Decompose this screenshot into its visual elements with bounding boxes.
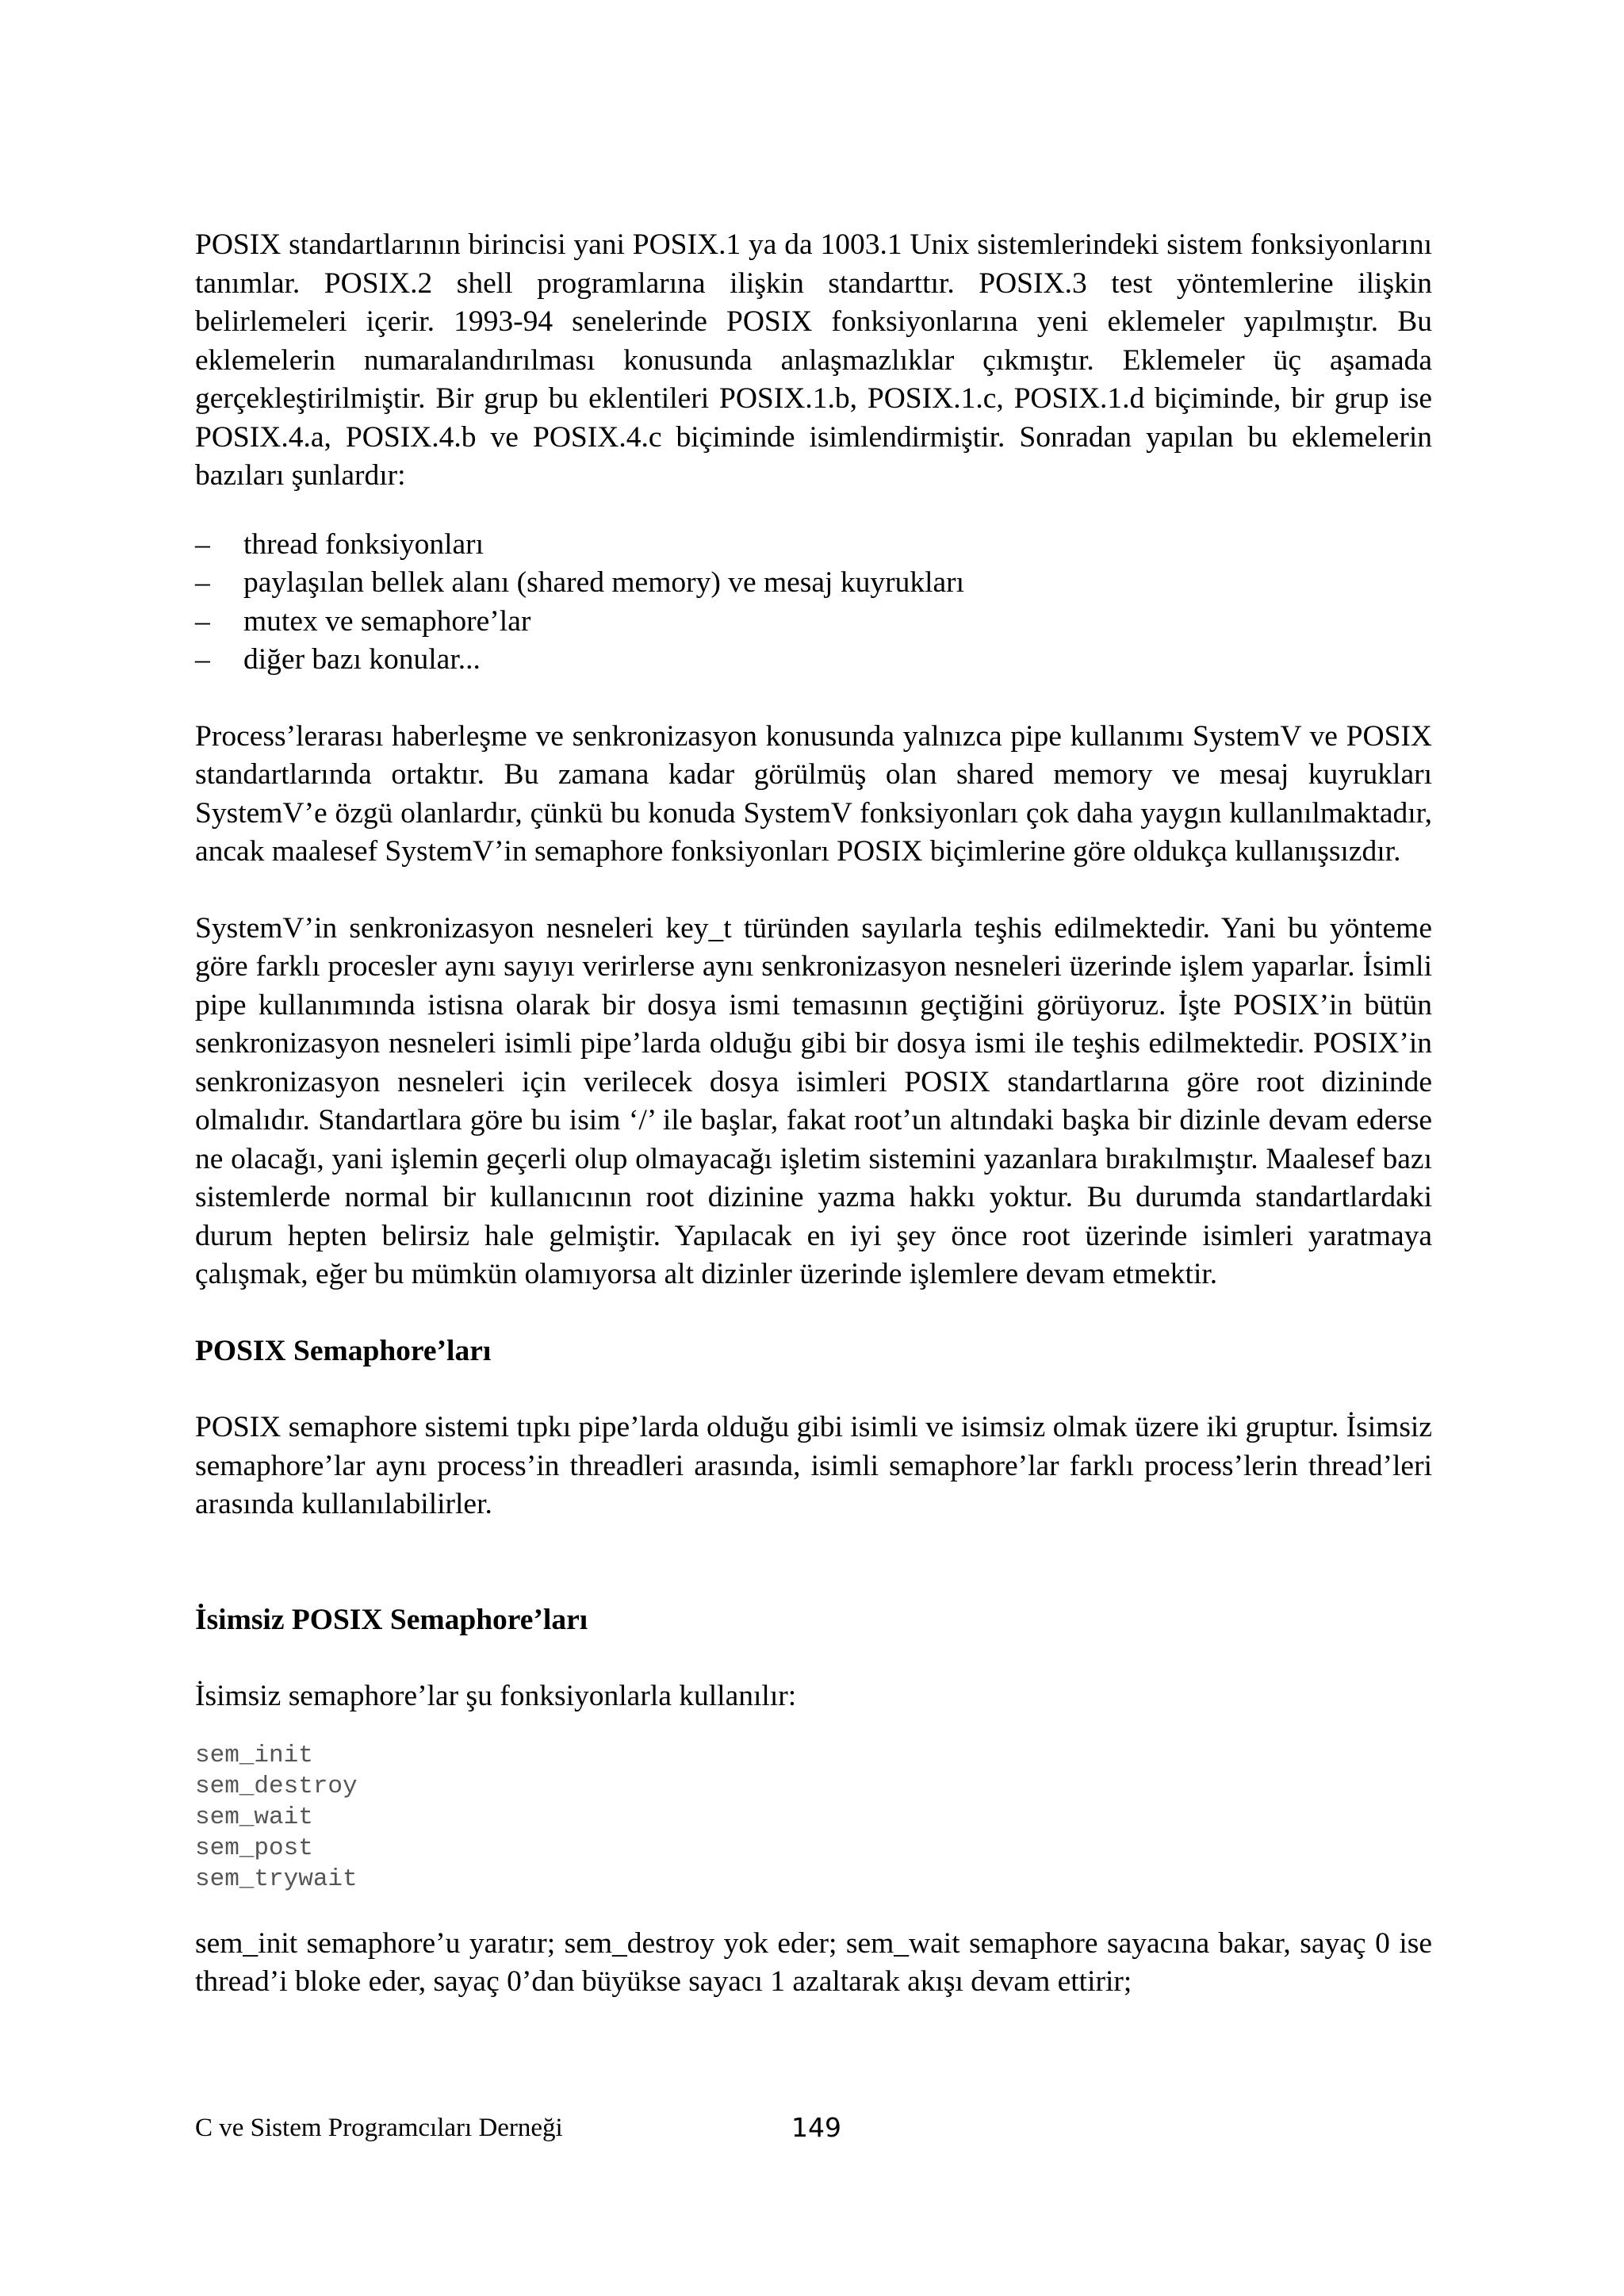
list-item-text: mutex ve semaphore’lar	[243, 604, 531, 638]
list-item	[195, 603, 1432, 642]
code-line: sem_init	[195, 1741, 313, 1769]
code-line: sem_wait	[195, 1803, 313, 1831]
paragraph-posix-intro: POSIX standartlarının birincisi yani POSIX.1 ya da 1003.1 Unix sistemlerindeki sistem fonksiyonlarını tanımlar. POSIX.2 shell programlarına ilişkin standarttır. POSIX.3 test yöntemlerine ilişkin belirlemeleri içerir. 1993-94 senelerinde POSIX fonksiyonlarına yeni eklemeler yapılmıştır. Bu eklemelerin numaralandırılması konusunda anlaşmazlıklar çıkmıştır. Eklemeler üç aşamada gerçekleştirilmiştir. Bir grup bu eklentileri POSIX.1.b, POSIX.1.c, POSIX.1.d biçiminde, bir grup ise POSIX.4.a, POSIX.4.b ve POSIX.4.c biçiminde isimlendirmiştir. Sonradan yapılan bu eklemelerin bazıları şunlardır:	[195, 228, 1432, 492]
code-line: sem_post	[195, 1834, 313, 1862]
list-item-text: diğer bazı konular...	[243, 643, 481, 676]
list-item-text: paylaşılan bellek alanı (shared memory) ve mesaj kuyrukları	[243, 566, 965, 599]
page-number: 149	[791, 2112, 841, 2143]
list-item	[195, 526, 1432, 565]
paragraph-functions-intro: İsimsiz semaphore’lar şu fonksiyonlarla kullanılır:	[195, 1680, 797, 1712]
dash-bullet: –	[195, 566, 210, 599]
list-item	[195, 564, 1432, 603]
code-line: sem_trywait	[195, 1865, 358, 1893]
list-item-text: thread fonksiyonları	[243, 527, 485, 561]
code-block	[195, 1740, 1432, 1895]
dash-bullet: –	[195, 527, 210, 561]
section-heading-unnamed-semaphores: İsimsiz POSIX Semaphore’ları	[195, 1603, 588, 1636]
bullet-list	[195, 526, 1432, 680]
dash-bullet: –	[195, 643, 210, 676]
dash-bullet: –	[195, 604, 210, 638]
document-body	[195, 226, 1432, 2002]
section-heading-posix-semaphores: POSIX Semaphore’ları	[195, 1334, 492, 1367]
paragraph-systemv-sync: SystemV’in senkronizasyon nesneleri key_t türünden sayılarla teşhis edilmektedir. Yani bu yönteme göre farklı procesler aynı sayıyı verirlerse aynı senkronizasyon nesneleri üzerinde işlem yaparlar. İsimli pipe kullanımında istisna olarak bir dosya ismi temasının geçtiğini görüyoruz. İşte POSIX’in bütün senkronizasyon nesneleri isimli pipe’larda olduğu gibi bir dosya ismi ile teşhis edilmektedir. POSIX’in senkronizasyon nesneleri için verilecek dosya isimleri POSIX standartlarına göre root dizininde olmalıdır. Standartlara göre bu isim ‘/’ ile başlar, fakat root’un altındaki başka bir dizinle devam ederse ne olacağı, yani işlemin geçerli olup olmayacağı işletim sistemini yazanlara bırakılmıştır. Maalesef bazı sistemlerde normal bir kullanıcının root dizinine yazma hakkı yoktur. Bu durumda standartlardaki durum hepten belirsiz hale gelmiştir. Yapılacak en iyi şey önce root üzerinde isimleri yaratmaya çalışmak, eğer bu mümkün olamıyorsa alt dizinler üzerinde işlemlere devam etmektir.	[195, 911, 1432, 1290]
code-line: sem_destroy	[195, 1772, 358, 1800]
footer-organization: C ve Sistem Programcıları Derneği	[195, 2114, 563, 2142]
list-item	[195, 641, 1432, 680]
paragraph-ipc: Process’lerarası haberleşme ve senkronizasyon konusunda yalnızca pipe kullanımı SystemV ve POSIX standartlarında ortaktır. Bu zamana kadar görülmüş olan shared memory ve mesaj kuyrukları SystemV’e özgü olanlardır, çünkü bu konuda SystemV fonksiyonları çok daha yaygın kullanılmaktadır, ancak maalesef SystemV’in semaphore fonksiyonları POSIX biçimlerine göre oldukça kullanışsızdır.	[195, 719, 1432, 868]
paragraph-sem-functions: sem_init semaphore’u yaratır; sem_destroy yok eder; sem_wait semaphore sayacına bakar, sayaç 0 ise thread’i bloke eder, sayaç 0’dan büyükse sayacı 1 azaltarak akışı devam ettirir;	[195, 1926, 1432, 1998]
paragraph-semaphore-groups: POSIX semaphore sistemi tıpkı pipe’larda olduğu gibi isimli ve isimsiz olmak üzere iki gruptur. İsimsiz semaphore’lar aynı process’in threadleri arasında, isimli semaphore’lar farklı process’lerin thread’leri arasında kullanılabilirler.	[195, 1411, 1432, 1520]
